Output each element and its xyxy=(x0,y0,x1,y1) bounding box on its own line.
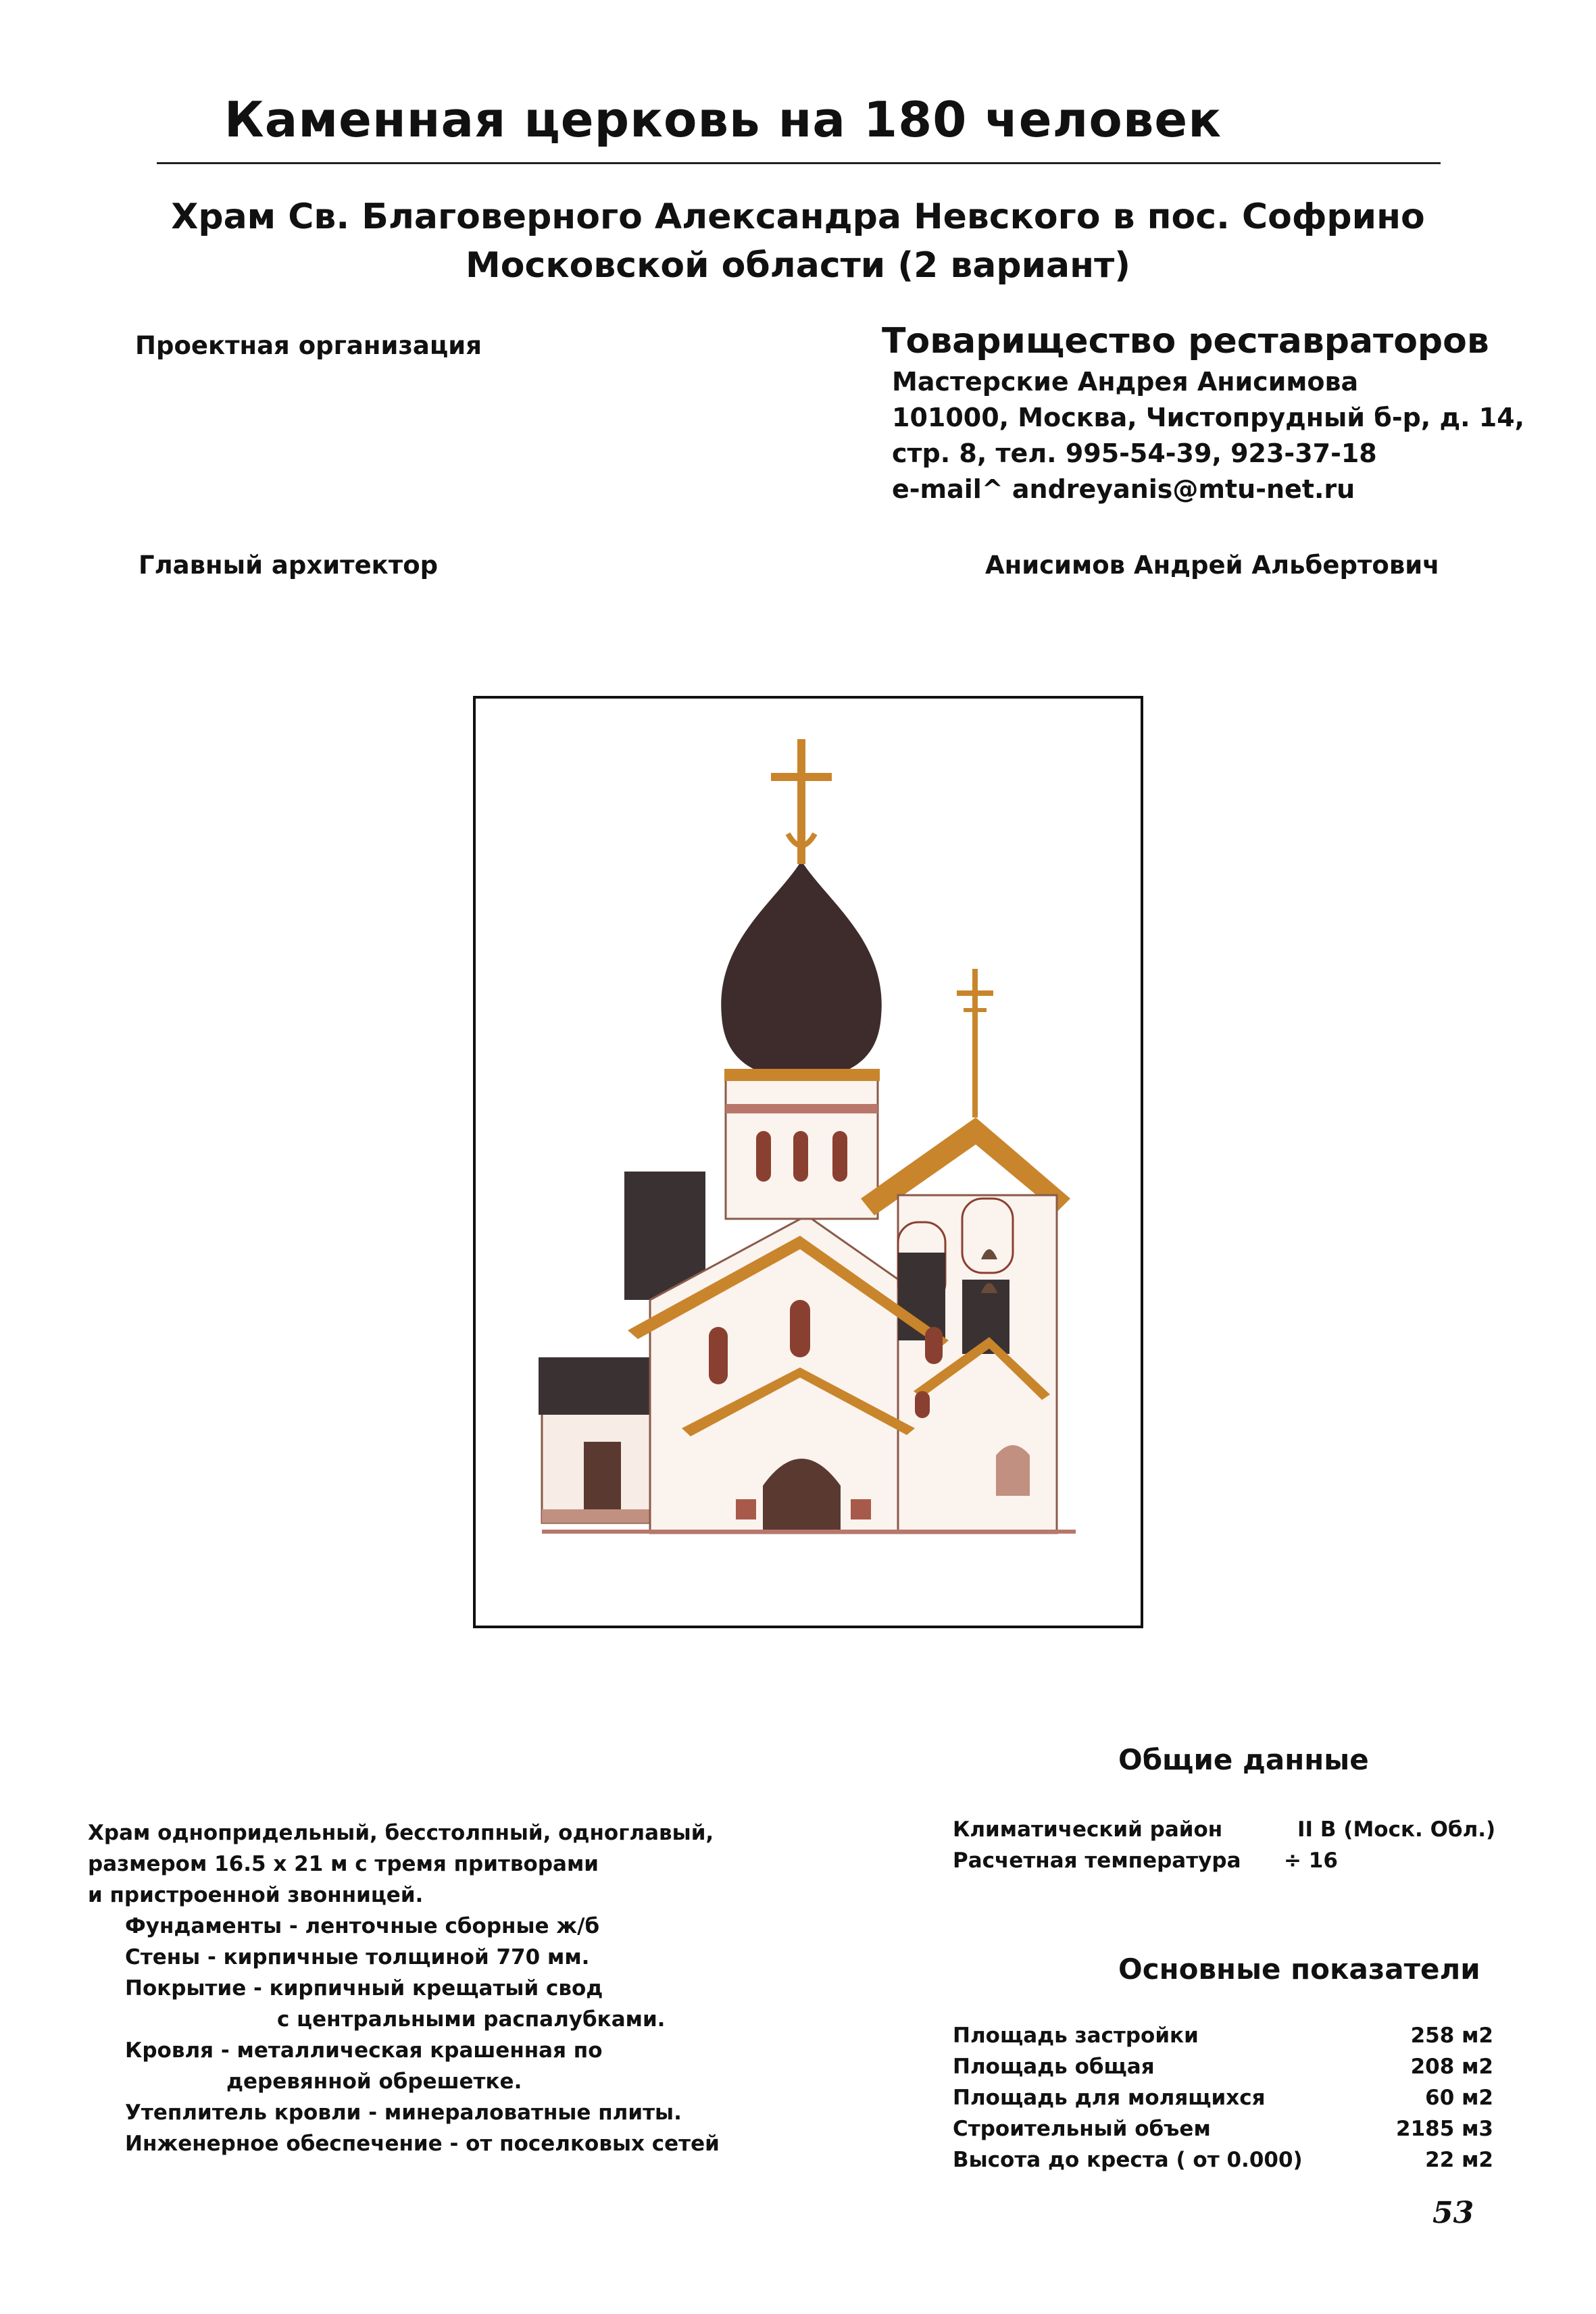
general-data-title: Общие данные xyxy=(1118,1743,1369,1776)
indicators-labels xyxy=(953,2020,1303,2175)
general-row-value: II В (Моск. Обл.) xyxy=(1297,1817,1496,1842)
page-number: 53 xyxy=(1432,2196,1474,2230)
subtitle xyxy=(0,193,1596,290)
indicators-title: Основные показатели xyxy=(1118,1953,1480,1986)
description-line: Утеплитель кровли - минераловатные плиты. xyxy=(125,2101,682,2125)
subtitle-line-2: Московской области (2 вариант) xyxy=(466,245,1130,286)
indicator-value: 2185 м3 xyxy=(1396,2117,1493,2141)
project-description xyxy=(88,1817,720,2159)
description-line: размером 16.5 х 21 м с тремя притворами xyxy=(88,1852,599,1876)
description-line: и пристроенной звонницей. xyxy=(88,1883,424,1907)
description-line: с центральными распалубками. xyxy=(277,2007,666,2032)
subtitle-line-1: Храм Св. Благоверного Александра Невского в пос. Софрино xyxy=(171,197,1425,237)
church-facade-icon xyxy=(476,699,1141,1626)
indicator-label: Площадь для молящихся xyxy=(953,2086,1266,2110)
indicator-value: 258 м2 xyxy=(1410,2023,1493,2048)
description-line: Стены - кирпичные толщиной 770 мм. xyxy=(125,1945,590,1969)
general-row-value: ÷ 16 xyxy=(1284,1848,1338,1873)
title-divider xyxy=(157,162,1441,164)
indicator-label: Строительный объем xyxy=(953,2117,1211,2141)
organization-name: Товарищество реставраторов xyxy=(882,321,1489,361)
general-row-label: Расчетная температура xyxy=(953,1848,1241,1873)
organization-label: Проектная организация xyxy=(135,331,482,360)
indicators-values xyxy=(1284,2020,1493,2175)
indicator-label: Площадь застройки xyxy=(953,2023,1199,2048)
description-line: Кровля - металлическая крашенная по xyxy=(125,2038,603,2063)
organization-line: стр. 8, тел. 995-54-39, 923-37-18 xyxy=(892,438,1377,468)
description-line: Фундаменты - ленточные сборные ж/б xyxy=(125,1914,600,1938)
description-line: деревянной обрешетке. xyxy=(226,2069,522,2094)
architect-name: Анисимов Андрей Альбертович xyxy=(985,551,1440,580)
description-line: Инженерное обеспечение - от поселковых сетей xyxy=(125,2132,720,2156)
indicator-label: Площадь общая xyxy=(953,2055,1155,2079)
organization-line: 101000, Москва, Чистопрудный б-р, д. 14, xyxy=(892,403,1525,432)
organization-block xyxy=(882,321,1524,507)
indicator-value: 22 м2 xyxy=(1425,2148,1493,2172)
indicator-label: Высота до креста ( от 0.000) xyxy=(953,2148,1303,2172)
description-line: Храм однопридельный, бесстолпный, одноглавый, xyxy=(88,1821,714,1845)
architect-label: Главный архитектор xyxy=(139,551,439,580)
indicator-value: 208 м2 xyxy=(1410,2055,1493,2079)
organization-line: Мастерские Андрея Анисимова xyxy=(892,367,1359,397)
indicator-value: 60 м2 xyxy=(1425,2086,1493,2110)
page-title: Каменная церковь на 180 человек xyxy=(224,91,1222,148)
general-row-label: Климатический район xyxy=(953,1817,1223,1842)
description-line: Покрытие - кирпичный крещатый свод xyxy=(125,1976,603,2001)
illustration-frame xyxy=(473,696,1143,1628)
organization-email: e-mail^ andreyanis@mtu-net.ru xyxy=(892,474,1355,504)
